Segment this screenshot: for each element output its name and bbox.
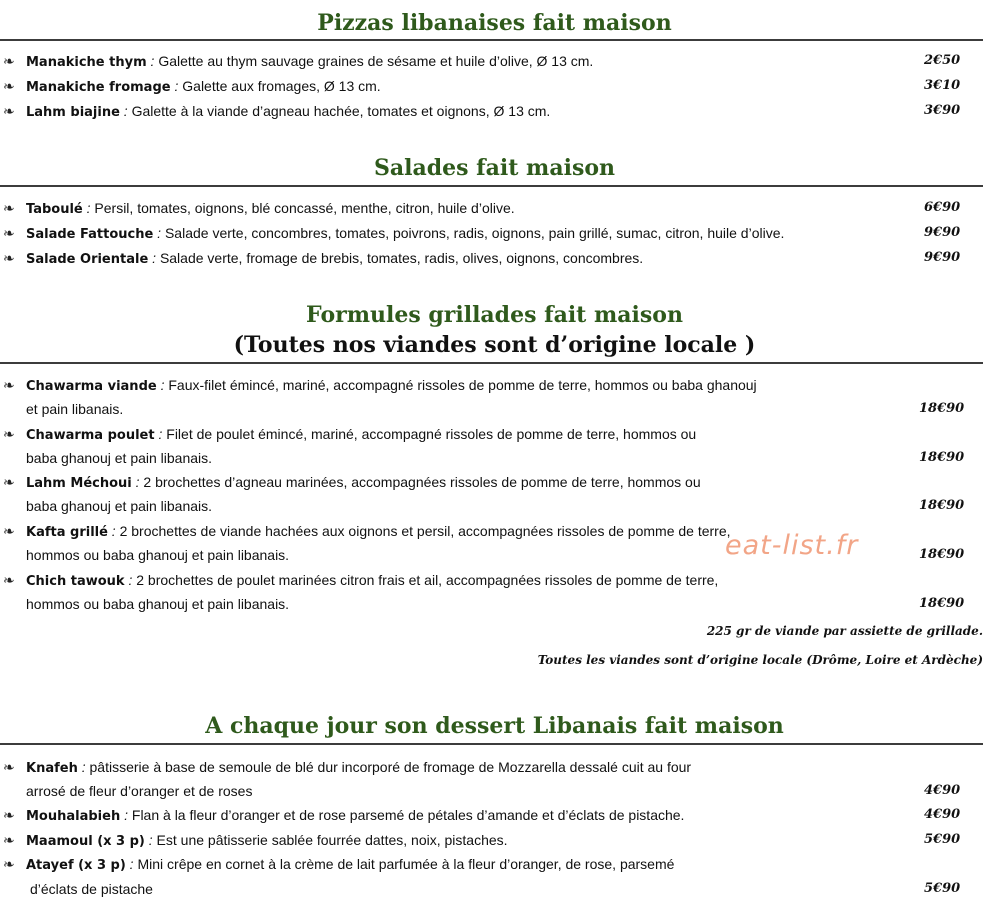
item-description-cont: et pain libanais. [26, 401, 124, 417]
menu-item: ❧ Lahm biajine : Galette à la viande d’agneau hachée, tomates et oignons, Ø 13 cm. 3€90 [0, 99, 989, 123]
menu-item: ❧ Chich tawouk : 2 brochettes de poulet marinées citron frais et ail, accompagnées rissoles de pomme de terre, [0, 568, 989, 592]
fleuron-icon: ❧ [3, 78, 15, 94]
item-name: Chawarma viande [26, 379, 157, 394]
fleuron-icon: ❧ [3, 856, 15, 872]
item-price: 6€90 [924, 200, 961, 215]
item-price: 18€90 [919, 596, 965, 611]
menu-item-continued [0, 446, 989, 470]
item-name: Chawarma poulet [26, 428, 155, 443]
item-name: Taboulé [26, 202, 83, 217]
item-price: 18€90 [919, 498, 965, 513]
item-description-cont: baba ghanouj et pain libanais. [26, 450, 213, 466]
menu-item-continued [0, 779, 989, 803]
menu-item-continued [0, 592, 989, 616]
menu-item: ❧ Atayef (x 3 p) : Mini crêpe en cornet à la crème de lait parfumée à la fleur d’oranger, de rose, parsemé [0, 852, 989, 876]
grillade-weight-note: 225 gr de viande par assiette de grillade. [706, 624, 983, 638]
item-price: 5€90 [924, 832, 961, 847]
item-name: Maamoul (x 3 p) [26, 834, 145, 849]
item-description: 2 brochettes de viande hachées aux oignons et persil, accompagnées rissoles de pomme de terre, [119, 523, 731, 539]
item-price: 18€90 [919, 547, 965, 562]
item-price: 4€90 [924, 783, 961, 798]
menu-item-continued [0, 397, 989, 421]
fleuron-icon: ❧ [3, 523, 15, 539]
section-divider [0, 185, 983, 187]
fleuron-icon: ❧ [3, 474, 15, 490]
item-description: Persil, tomates, oignons, blé concassé, menthe, citron, huile d’olive. [94, 200, 515, 216]
section-divider [0, 39, 983, 41]
menu-item: ❧ Mouhalabieh : Flan à la fleur d’oranger et de rose parsemé de pétales d’amande et d’éclats de pistache. 4€90 [0, 803, 989, 827]
menu-item: ❧ Salade Fattouche : Salade verte, concombres, tomates, poivrons, radis, oignons, pain grillé, sumac, citron, huile d’olive. 9€90 [0, 221, 989, 245]
item-price: 4€90 [924, 807, 961, 822]
item-name: Manakiche fromage [26, 80, 171, 95]
fleuron-icon: ❧ [3, 832, 15, 848]
fleuron-icon: ❧ [3, 103, 15, 119]
item-name: Salade Fattouche [26, 227, 154, 242]
section-title-salades: Salades fait maison [373, 155, 616, 181]
item-name: Manakiche thym [26, 55, 147, 70]
menu-item: ❧ Kafta grillé : 2 brochettes de viande hachées aux oignons et persil, accompagnées rissoles de pomme de terre, [0, 519, 989, 543]
item-description-cont: hommos ou baba ghanouj et pain libanais. [26, 547, 290, 563]
item-price: 3€90 [924, 103, 961, 118]
item-description: Mini crêpe en cornet à la crème de lait parfumée à la fleur d’oranger, de rose, parsemé [137, 856, 675, 872]
item-name: Mouhalabieh [26, 809, 121, 824]
item-description-cont: baba ghanouj et pain libanais. [26, 498, 213, 514]
fleuron-icon: ❧ [3, 377, 15, 393]
menu-item-continued [0, 877, 989, 901]
fleuron-icon: ❧ [3, 225, 15, 241]
item-name: Atayef (x 3 p) [26, 858, 126, 873]
item-description: Galette aux fromages, Ø 13 cm. [182, 78, 381, 94]
item-price: 18€90 [919, 450, 965, 465]
item-price: 18€90 [919, 401, 965, 416]
item-name: Kafta grillé [26, 525, 108, 540]
item-description-cont: d’éclats de pistache [30, 881, 153, 897]
item-description: Faux-filet émincé, mariné, accompagné rissoles de pomme de terre, hommos ou baba ghanouj [168, 377, 757, 393]
menu-item: ❧ Maamoul (x 3 p) : Est une pâtisserie sablée fourrée dattes, noix, pistaches. 5€90 [0, 828, 989, 852]
item-name: Salade Orientale [26, 252, 149, 267]
fleuron-icon: ❧ [3, 250, 15, 266]
menu-item: ❧ Knafeh : pâtisserie à base de semoule de blé dur incorporé de fromage de Mozzarella dessalé cuit au four [0, 755, 989, 779]
menu-item: ❧ Lahm Méchoui : 2 brochettes d’agneau marinées, accompagnées rissoles de pomme de terre, hommos ou [0, 470, 989, 494]
fleuron-icon: ❧ [3, 572, 15, 588]
section-title-grillades: Formules grillades fait maison [306, 302, 683, 328]
item-description: Filet de poulet émincé, mariné, accompagné rissoles de pomme de terre, hommos ou [166, 426, 697, 442]
item-name: Lahm biajine [26, 105, 120, 120]
fleuron-icon: ❧ [3, 200, 15, 216]
item-price: 2€50 [924, 53, 961, 68]
menu-item-continued [0, 494, 989, 518]
item-name: Knafeh [26, 761, 78, 776]
item-description: Flan à la fleur d’oranger et de rose parsemé de pétales d’amande et d’éclats de pistache. [131, 807, 685, 823]
item-price: 3€10 [924, 78, 961, 93]
item-price: 9€90 [924, 250, 961, 265]
item-price: 5€90 [924, 881, 961, 896]
item-description: Galette au thym sauvage graines de sésame et huile d’olive, Ø 13 cm. [158, 53, 594, 69]
origin-note: Toutes les viandes sont d’origine locale (Drôme, Loire et Ardèche) [537, 653, 983, 667]
section-divider [0, 743, 983, 745]
item-description: Galette à la viande d’agneau hachée, tomates et oignons, Ø 13 cm. [131, 103, 551, 119]
menu-item: ❧ Chawarma viande : Faux-filet émincé, mariné, accompagné rissoles de pomme de terre, hommos ou baba ghanouj [0, 373, 989, 397]
section-divider [0, 362, 983, 364]
item-description: 2 brochettes d’agneau marinées, accompagnées rissoles de pomme de terre, hommos ou [143, 474, 701, 490]
menu-item: ❧ Manakiche fromage : Galette aux fromages, Ø 13 cm. 3€10 [0, 74, 989, 98]
item-name: Chich tawouk [26, 574, 125, 589]
item-price: 9€90 [924, 225, 961, 240]
item-name: Lahm Méchoui [26, 476, 132, 491]
item-description-cont: arrosé de fleur d’oranger et de roses [26, 783, 253, 799]
item-description: pâtisserie à base de semoule de blé dur incorporé de fromage de Mozzarella dessalé cuit au four [89, 759, 692, 775]
watermark: eat-list.fr [725, 530, 859, 561]
item-description-cont: hommos ou baba ghanouj et pain libanais. [26, 596, 290, 612]
item-description: Est une pâtisserie sablée fourrée dattes, noix, pistaches. [156, 832, 508, 848]
menu-item: ❧ Chawarma poulet : Filet de poulet émincé, mariné, accompagné rissoles de pomme de terre, hommos ou [0, 422, 989, 446]
section-subtitle-grillades: (Toutes nos viandes sont d’origine locale ) [233, 332, 756, 358]
menu-item: ❧ Manakiche thym : Galette au thym sauvage graines de sésame et huile d’olive, Ø 13 cm. 2€50 [0, 49, 989, 73]
menu-item: ❧ Salade Orientale : Salade verte, fromage de brebis, tomates, radis, olives, oignons, concombres. 9€90 [0, 246, 989, 270]
fleuron-icon: ❧ [3, 53, 15, 69]
item-description: Salade verte, concombres, tomates, poivrons, radis, oignons, pain grillé, sumac, citron, huile d’olive. [164, 225, 785, 241]
item-description: Salade verte, fromage de brebis, tomates, radis, olives, oignons, concombres. [159, 250, 644, 266]
fleuron-icon: ❧ [3, 807, 15, 823]
section-title-desserts: A chaque jour son dessert Libanais fait maison [205, 713, 784, 739]
item-description: 2 brochettes de poulet marinées citron frais et ail, accompagnées rissoles de pomme de terre, [136, 572, 719, 588]
fleuron-icon: ❧ [3, 759, 15, 775]
menu-item: ❧ Taboulé : Persil, tomates, oignons, blé concassé, menthe, citron, huile d’olive. 6€90 [0, 196, 989, 220]
fleuron-icon: ❧ [3, 426, 15, 442]
section-title-pizzas: Pizzas libanaises fait maison [317, 10, 672, 36]
